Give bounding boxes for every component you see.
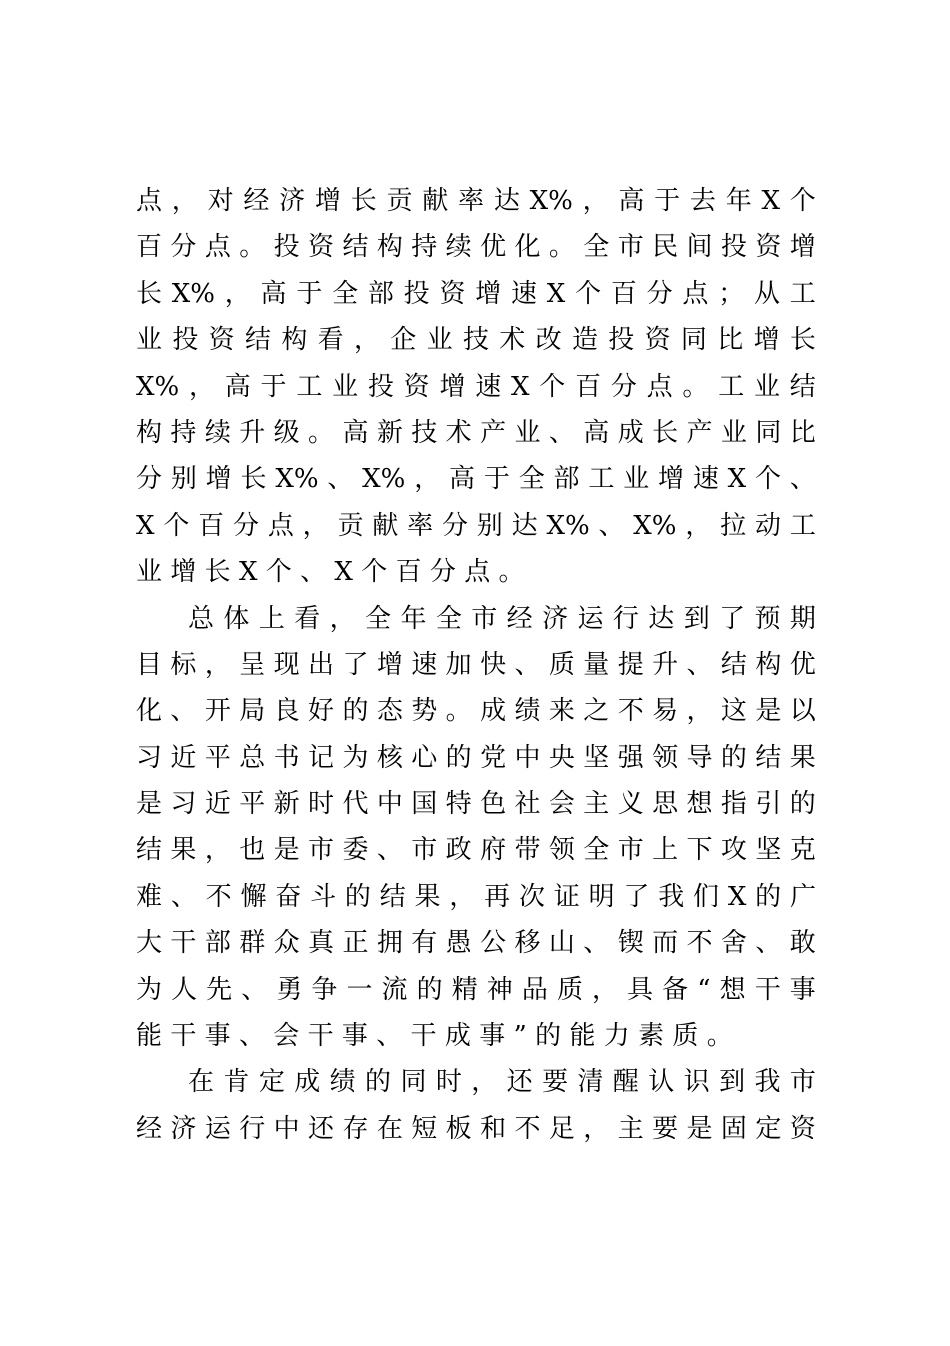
text-line: 是 习 近 平 新 时 代 中 国 特 色 社 会 主 义 思 想 指 引 的	[136, 789, 816, 820]
text-line: 点 ， 对 经 济 增 长 贡 献 率 达 X% ， 高 于 去 年 X 个	[136, 186, 816, 216]
text-line: 经 济 运 行 中 还 存 在 短 板 和 不 足 ， 主 要 是 固 定 资	[136, 1113, 816, 1144]
text-line: 构 持 续 升 级 。 高 新 技 术 产 业 、 高 成 长 产 业 同 比	[136, 417, 816, 448]
body-text	[136, 178, 816, 1152]
text-line: 能干事、会干事、干成事”的能力素质。	[136, 1021, 742, 1052]
text-line: X% ， 高 于 工 业 投 资 增 速 X 个 百 分 点 。 工 业 结	[136, 371, 816, 402]
text-line: 为 人 先 、 勇 争 一 流 的 精 神 品 质 ， 具 备 “ 想 干 事	[136, 974, 816, 1005]
text-line: 难 、 不 懈 奋 斗 的 结 果 ， 再 次 证 明 了 我 们 X 的 广	[136, 881, 816, 912]
text-line: 结 果 ， 也 是 市 委 、 市 政 府 带 领 全 市 上 下 攻 坚 克	[136, 835, 816, 866]
text-line: 分 别 增 长 X% 、 X% ， 高 于 全 部 工 业 增 速 X 个 、	[136, 464, 816, 495]
text-line: X 个 百 分 点 ， 贡 献 率 分 别 达 X% 、 X% ， 拉 动 工	[136, 510, 816, 541]
text-line: 目 标 ， 呈 现 出 了 增 速 加 快 、 质 量 提 升 、 结 构 优	[136, 649, 816, 680]
text-line: 在 肯 定 成 绩 的 同 时 ， 还 要 清 醒 认 识 到 我 市	[188, 1067, 816, 1098]
text-line: 百 分 点 。 投 资 结 构 持 续 优 化 。 全 市 民 间 投 资 增	[136, 232, 816, 263]
text-line: 大 干 部 群 众 真 正 拥 有 愚 公 移 山 、 锲 而 不 舍 、 敢	[136, 928, 816, 959]
text-line: 化 、 开 局 良 好 的 态 势 。 成 绩 来 之 不 易 ， 这 是 以	[136, 696, 816, 727]
text-line: 业增长X个、X个百分点。	[136, 557, 533, 588]
text-line: 习 近 平 总 书 记 为 核 心 的 党 中 央 坚 强 领 导 的 结 果	[136, 742, 816, 773]
text-line: 业 投 资 结 构 看 ， 企 业 技 术 改 造 投 资 同 比 增 长	[136, 325, 816, 356]
text-line: 长 X% ， 高 于 全 部 投 资 增 速 X 个 百 分 点 ； 从 工	[136, 278, 816, 309]
text-line: 总 体 上 看 ， 全 年 全 市 经 济 运 行 达 到 了 预 期	[188, 603, 816, 634]
